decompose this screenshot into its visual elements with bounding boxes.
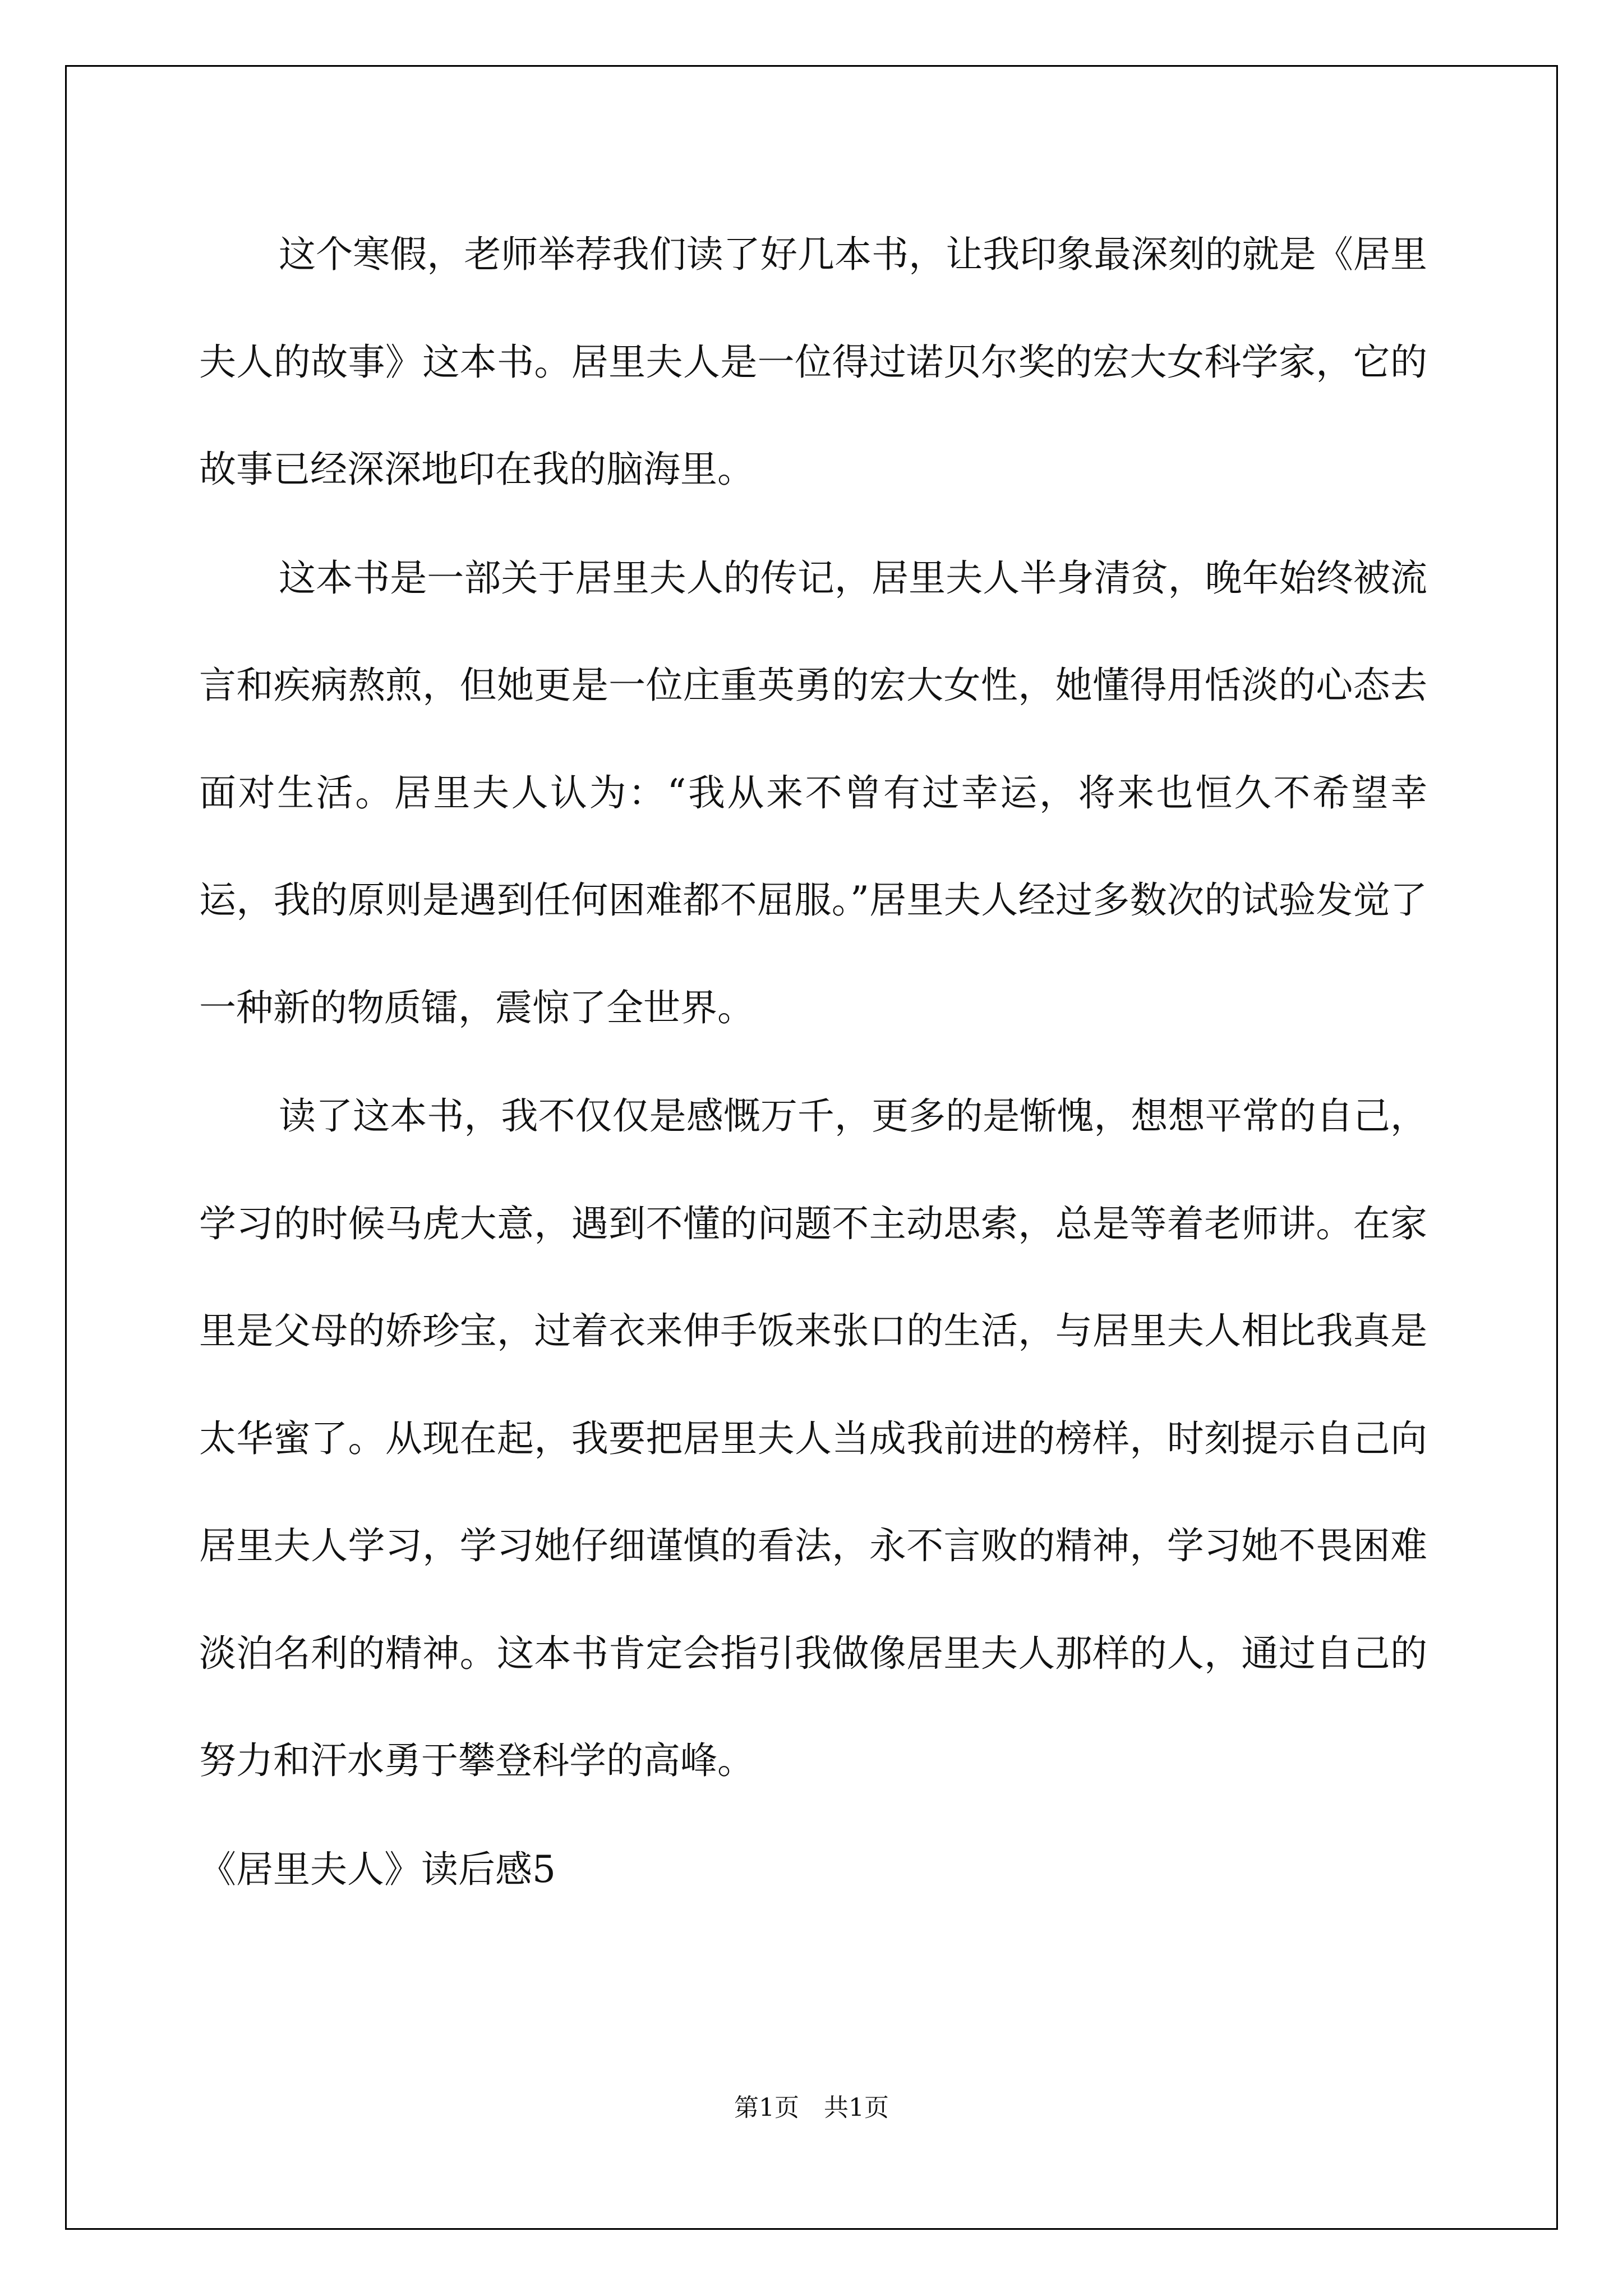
paragraph-2: 这本书是一部关于居里夫人的传记，居里夫人半身清贫，晚年始终被流言和疾病熬煎，但她更是一位庄重英勇的宏大女性，她懂得用恬淡的心态去面对生活。居里夫人认为：“我从来不曾有过幸运，将来也恒久不希望幸运，我的原则是遇到任何困难都不屈服。”居里夫人经过多数次的试验发觉了一种新的物质镭，震惊了全世界。 xyxy=(199,556,1427,1029)
page-footer xyxy=(0,2087,1623,2123)
document-body xyxy=(199,201,1427,1923)
paragraph-3: 读了这本书，我不仅仅是感慨万千，更多的是惭愧，想想平常的自己，学习的时候马虎大意，遇到不懂的问题不主动思索，总是等着老师讲。在家里是父母的娇珍宝，过着衣来伸手饭来张口的生活，与居里夫人相比我真是太华蜜了。从现在起，我要把居里夫人当成我前进的榜样，时刻提示自己向居里夫人学习，学习她仔细谨慎的看法，永不言败的精神，学习她不畏困难淡泊名利的精神。这本书肯定会指引我做像居里夫人那样的人，通过自己的努力和汗水勇于攀登科学的高峰。 xyxy=(199,1094,1427,1782)
page-number: 第1页 xyxy=(734,2093,799,2122)
section-heading: 《居里夫人》读后感5 xyxy=(199,1847,556,1891)
page-total: 共1页 xyxy=(824,2093,889,2122)
paragraph-1: 这个寒假，老师举荐我们读了好几本书，让我印象最深刻的就是《居里夫人的故事》这本书。居里夫人是一位得过诺贝尔奖的宏大女科学家，它的故事已经深深地印在我的脑海里。 xyxy=(199,233,1427,491)
